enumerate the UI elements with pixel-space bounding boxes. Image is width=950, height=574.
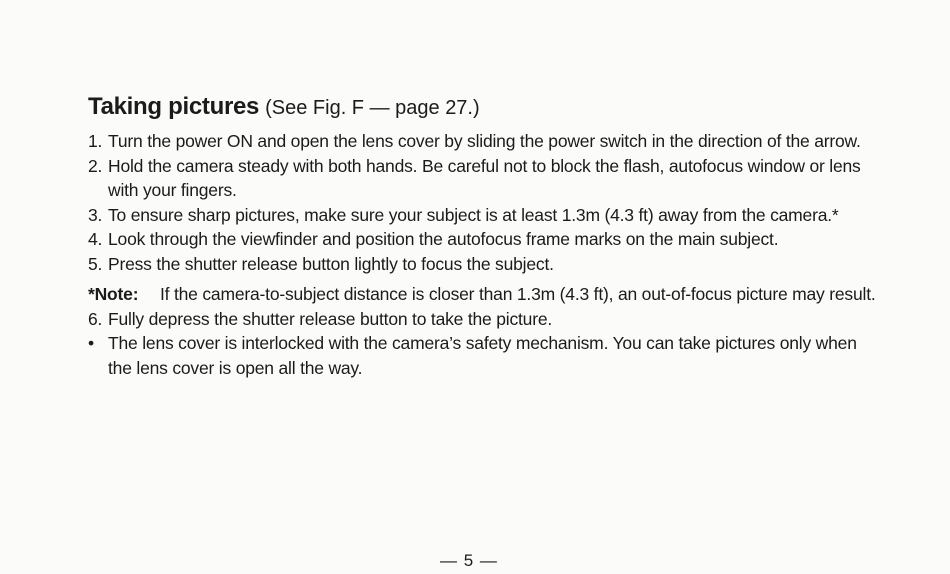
list-item [88, 252, 878, 277]
step-number: 1. [88, 131, 103, 151]
steps-list [88, 129, 878, 276]
step-text: Hold the camera steady with both hands. Be careful not to block the flash, autofocus window or lens with your fingers. [108, 155, 861, 200]
bullet-marker: • [88, 333, 94, 353]
step-number: 5. [88, 253, 103, 274]
step-number: 4. [88, 229, 103, 249]
note-text: If the camera-to-subject distance is closer than 1.3m (4.3 ft), an out-of-focus picture may result. [160, 284, 876, 304]
step-text: Fully depress the shutter release button to take the picture. [108, 308, 553, 329]
step-number: 6. [88, 308, 103, 329]
step-number: 2. [88, 155, 103, 176]
instructions-section [88, 92, 878, 380]
note-block [88, 282, 878, 307]
note-label: *Note: [88, 284, 139, 304]
step-text: Press the shutter release button lightly to focus the subject. [108, 253, 554, 274]
section-title: Taking pictures [88, 93, 260, 120]
step-text: Look through the viewfinder and position the autofocus frame marks on the main subject. [108, 229, 779, 249]
figure-reference: (See Fig. F — page 27.) [265, 97, 480, 119]
list-item [88, 307, 878, 332]
list-item [88, 203, 878, 228]
step-text: To ensure sharp pictures, make sure your subject is at least 1.3m (4.3 ft) away from the camera.* [108, 204, 839, 225]
list-item [88, 227, 878, 252]
steps-list-continued [88, 307, 878, 381]
page-number: — 5 — [440, 551, 498, 570]
step-text: The lens cover is interlocked with the camera’s safety mechanism. You can take pictures only when the lens cover is open all the way. [108, 333, 857, 378]
step-text: Turn the power ON and open the lens cover by sliding the power switch in the direction of the arrow. [108, 131, 861, 151]
list-item [88, 129, 878, 154]
section-heading [88, 92, 878, 125]
list-item [88, 331, 878, 380]
step-number: 3. [88, 204, 103, 225]
list-item [88, 154, 878, 203]
